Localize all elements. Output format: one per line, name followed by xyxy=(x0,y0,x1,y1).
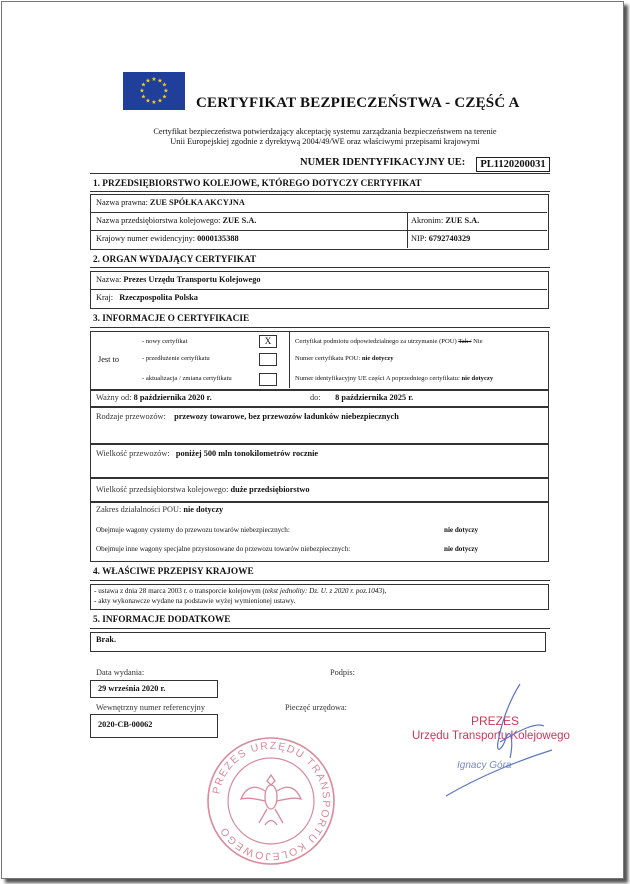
is-label: Jest to xyxy=(98,355,119,364)
signature-label: Podpis: xyxy=(330,668,355,677)
additional-info-text: Brak. xyxy=(96,635,117,644)
reference-label: Wewnętrzny numer referencyjny xyxy=(96,703,205,712)
country-row: Kraj: Rzeczpospolita Polska xyxy=(96,293,198,302)
reference-number: 2020-CB-00062 xyxy=(98,720,153,729)
svg-text:★: ★ xyxy=(145,97,151,105)
divider xyxy=(90,267,550,268)
divider xyxy=(90,580,550,581)
svg-text:★: ★ xyxy=(161,93,168,101)
acronym-row: Akronim: ZUE S.A. xyxy=(411,216,480,225)
eu-flag-icon xyxy=(123,72,185,110)
section-5-title: 5. INFORMACJE DODATKOWE xyxy=(93,615,231,625)
svg-text:★: ★ xyxy=(163,87,169,95)
divider xyxy=(90,173,550,174)
transport-types-row: Rodzaje przewozów: przewozy towarowe, bez przewozów ładunków niebezpiecznych xyxy=(96,412,399,421)
divider xyxy=(90,327,550,328)
valid-from-row: Ważny od: 8 października 2020 r. xyxy=(96,393,212,402)
svg-text:★: ★ xyxy=(157,77,163,85)
tank-wagons-label: Obejmuje wagony cysterny do przewozu towarów niebezpiecznych: xyxy=(96,526,290,534)
tank-wagons-value: nie dotyczy xyxy=(444,526,479,534)
svg-text:★: ★ xyxy=(157,97,163,105)
issue-date: 29 września 2020 r. xyxy=(98,684,166,693)
svg-text:★: ★ xyxy=(151,76,157,83)
seal-label: Pieczęć urzędowa: xyxy=(285,703,347,712)
update-checkbox[interactable] xyxy=(259,373,277,386)
option-new-label: - nowy certyfikat xyxy=(142,338,188,345)
seal-text: PREZES URZĘDU TRANSPORTU KOLEJOWEGO xyxy=(210,739,333,863)
renewal-checkbox[interactable] xyxy=(259,353,277,366)
svg-text:★: ★ xyxy=(139,87,145,95)
valid-to-row: do: 8 października 2025 r. xyxy=(310,393,414,402)
svg-text:★: ★ xyxy=(161,81,168,89)
svg-text:★: ★ xyxy=(145,77,151,85)
additional-info-box xyxy=(90,632,546,652)
svg-text:★: ★ xyxy=(140,81,147,89)
option-renewal-label: - przedłużenie certyfikatu xyxy=(142,355,210,362)
handwritten-signature xyxy=(440,680,560,805)
section-4-title: 4. WŁAŚCIWE PRZEPISY KRAJOWE xyxy=(93,567,254,577)
company-row: Nazwa przedsiębiorstwa kolejowego: ZUE S.A. xyxy=(96,216,257,225)
page-title: CERTYFIKAT BEZPIECZEŃSTWA - CZĘŚĆ A xyxy=(196,95,520,111)
pou-scope-row: Zakres działalności POU: nie dotyczy xyxy=(96,505,224,514)
regulation-line-1: - ustawa z dnia 28 marca 2003 r. o transporcie kolejowym (tekst jednolity: Dz. U. z 2020 r. poz.1043), xyxy=(94,587,387,595)
divider xyxy=(90,230,547,231)
divider xyxy=(407,212,408,248)
authority-name-row: Nazwa: Prezes Urzędu Transportu Kolejowego xyxy=(96,275,261,284)
special-wagons-label: Obejmuje inne wagony specjalne przystosowane do przewozu towarów niebezpiecznych: xyxy=(96,545,351,553)
option-update-label: - aktualizacja / zmiana certyfikatu xyxy=(142,375,232,382)
section-2-title: 2. ORGAN WYDAJĄCY CERTYFIKAT xyxy=(93,255,257,265)
regulation-line-2: - akty wykonawcze wydane na podstawie wyżej wymienionej ustawy. xyxy=(94,597,296,605)
section-1-title: 1. PRZEDSIĘBIORSTWO KOLEJOWE, KTÓREGO DOTYCZY CERTYFIKAT xyxy=(93,179,422,189)
official-seal xyxy=(205,735,337,867)
previous-id-row: Numer identyfikacyjny UE części A poprzedniego certyfikatu: nie dotyczy xyxy=(295,375,494,382)
signer-name: Ignacy Góra xyxy=(457,760,512,771)
legal-name-row: Nazwa prawna: ZUE SPÓŁKA AKCYJNA xyxy=(96,198,245,207)
new-certificate-checkbox[interactable]: X xyxy=(259,335,277,348)
divider xyxy=(289,331,290,388)
nip-row: NIP: 6792740329 xyxy=(411,234,471,243)
pou-number-row: Numer certyfikatu POU: nie dotyczy xyxy=(295,355,394,362)
divider xyxy=(90,628,550,629)
pou-question: Certyfikat podmiotu odpowiedzialnego za utrzymanie (POU) Tak / Nie xyxy=(295,338,483,345)
divider xyxy=(90,191,550,192)
svg-text:★: ★ xyxy=(140,93,147,101)
eagle-emblem-icon xyxy=(241,775,301,825)
special-wagons-value: nie dotyczy xyxy=(444,545,479,553)
section-3-title: 3. INFORMACJE O CERTYFIKACIE xyxy=(93,314,250,324)
svg-text:★: ★ xyxy=(151,99,157,106)
issue-date-label: Data wydania: xyxy=(96,668,145,677)
company-size-row: Wielkość przedsiębiorstwa kolejowego: duże przedsiębiorstwo xyxy=(96,485,310,494)
divider xyxy=(90,212,547,213)
divider xyxy=(90,289,547,290)
stamp-title: PREZES xyxy=(471,714,520,728)
stamp-office: Urzędu Transportu Kolejowego xyxy=(412,730,570,742)
ident-label: NUMER IDENTYFIKACYJNY UE: xyxy=(300,157,466,168)
intro-text: Certyfikat bezpieczeństwa potwierdzający akceptację systemu zarządzania bezpieczeństwem na terenie Unii Europejskiej zgodnie z dyrektywą 2004/49/WE oraz właściwymi przepisami krajowymi xyxy=(153,127,497,146)
transport-volume-row: Wielkość przewozów: poniżej 500 mln tonokilometrów rocznie xyxy=(96,449,319,458)
ident-number: PL1120200031 xyxy=(476,157,550,172)
reg-number-row: Krajowy numer ewidencyjny: 0000135388 xyxy=(96,234,239,243)
